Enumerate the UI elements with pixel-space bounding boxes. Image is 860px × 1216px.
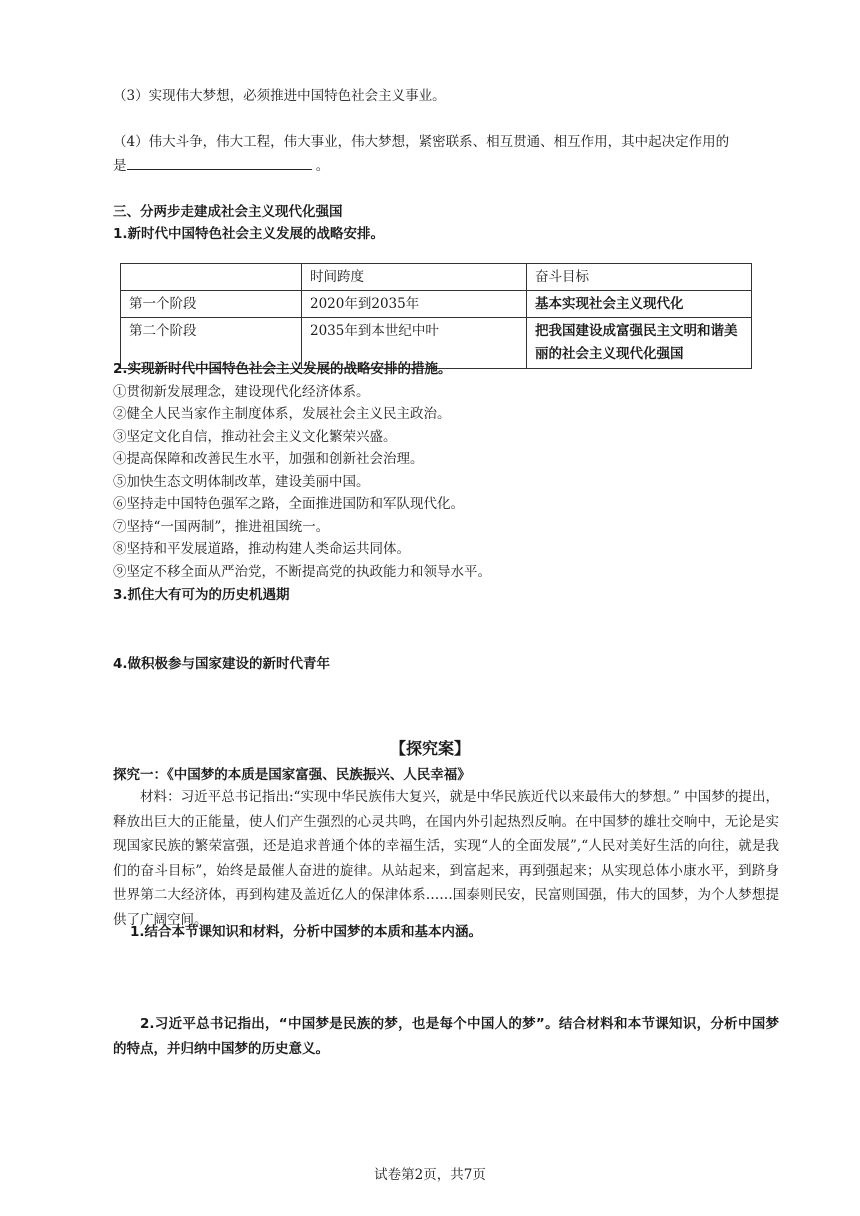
measure-4: ④提高保障和改善民生水平，加强和创新社会治理。 bbox=[113, 451, 424, 467]
section-3-heading: 三、分两步走建成社会主义现代化强国 bbox=[113, 204, 343, 220]
measure-5: ⑤加快生态文明体制改革，建设美丽中国。 bbox=[113, 474, 370, 490]
measure-3: ③坚定文化自信，推动社会主义文化繁荣兴盛。 bbox=[113, 429, 397, 445]
measure-1: ①贯彻新发展理念，建设现代化经济体系。 bbox=[113, 384, 370, 400]
material-paragraph: 材料：习近平总书记指出:“实现中华民族伟大复兴，就是中华民族近代以来最伟大的梦想。” 中国梦的提出，释放出巨大的正能量，使人们产生强烈的心灵共鸣，在国内外引起热烈反响。在中国梦的雄壮交响中，无论是实现国家民族的繁荣富强，还是追求普通个体的幸福生活，实现“人的全面发展”,“人民对美好生活的向往，就是我们的奋斗目标”，始终是最催人奋进的旋律。从站起来，到富起来，再到强起来；从实现总体小康水平，到跻身世界第二大经济体，再到构建及盖近亿人的保津体系……国泰则民安，民富则国强，伟大的国梦，为个人梦想提供了广阔空间。 bbox=[113, 789, 779, 928]
item-1-heading: 1.新时代中国特色社会主义发展的战略安排。 bbox=[113, 226, 385, 242]
table-cell: 把我国建设成富强民主文明和谐美丽的社会主义现代化强国 bbox=[527, 318, 752, 369]
explore-title: 【探究案】 bbox=[389, 739, 470, 758]
inquiry-1-heading: 探究一：《中国梦的本质是国家富强、民族振兴、人民幸福》 bbox=[113, 767, 471, 783]
question-2: 2.习近平总书记指出，“中国梦是民族的梦，也是每个中国人的梦”。结合材料和本节课知识，分析中国梦的特点，并归纳中国梦的历史意义。 bbox=[113, 1016, 779, 1057]
table-header-cell bbox=[121, 264, 302, 291]
question-1: 1.结合本节课知识和材料，分析中国梦的本质和基本内涵。 bbox=[130, 924, 483, 940]
table-cell: 2035年到本世纪中叶 bbox=[302, 318, 527, 369]
paragraph-4-suffix: 。 bbox=[311, 158, 330, 174]
page-footer: 试卷第2页，共7页 bbox=[374, 1167, 486, 1183]
item-3-heading: 3.抓住大有可为的历史机遇期 bbox=[113, 587, 290, 603]
measure-6: ⑥坚持走中国特色强军之路，全面推进国防和军队现代化。 bbox=[113, 496, 464, 512]
paragraph-3: （3）实现伟大梦想，必须推进中国特色社会主义事业。 bbox=[113, 88, 446, 104]
paragraph-4-prefix: 是 bbox=[113, 158, 127, 174]
measure-2: ②健全人民当家作主制度体系，发展社会主义民主政治。 bbox=[113, 406, 451, 422]
item-4-heading: 4.做积极参与国家建设的新时代青年 bbox=[113, 656, 331, 672]
table-header-row bbox=[121, 264, 752, 291]
item-2-heading: 2.实现新时代中国特色社会主义发展的战略安排的措施。 bbox=[113, 361, 452, 377]
measure-7: ⑦坚持“一国两制”，推进祖国统一。 bbox=[113, 519, 330, 535]
measure-8: ⑧坚持和平发展道路，推动构建人类命运共同体。 bbox=[113, 541, 410, 557]
answer-blank[interactable] bbox=[127, 156, 312, 170]
table-header-cell: 奋斗目标 bbox=[527, 264, 752, 291]
paragraph-4-line1: （4）伟大斗争，伟大工程，伟大事业，伟大梦想，紧密联系、相互贯通、相互作用，其中起决定作用的 bbox=[113, 134, 730, 150]
table-cell: 第二个阶段 bbox=[121, 318, 302, 369]
table-cell: 基本实现社会主义现代化 bbox=[527, 291, 752, 318]
table-cell: 第一个阶段 bbox=[121, 291, 302, 318]
strategy-table bbox=[120, 263, 752, 369]
table-cell: 2020年到2035年 bbox=[302, 291, 527, 318]
measure-9: ⑨坚定不移全面从严治党，不断提高党的执政能力和领导水平。 bbox=[113, 564, 491, 580]
table-row bbox=[121, 291, 752, 318]
table-header-cell: 时间跨度 bbox=[302, 264, 527, 291]
paragraph-4-line2 bbox=[113, 154, 329, 174]
